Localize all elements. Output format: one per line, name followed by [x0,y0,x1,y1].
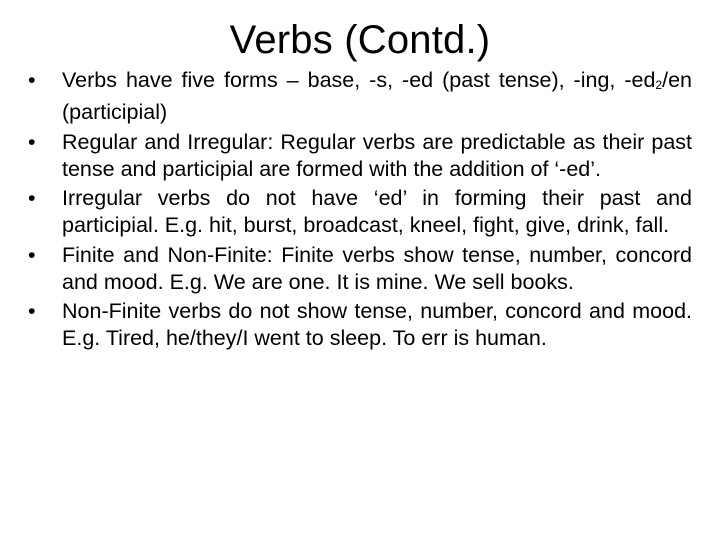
bullet-glyph: • [28,299,36,323]
bullet-glyph: • [28,68,36,92]
subscript-text: 2 [655,78,663,92]
bullet-item-finite-nonfinite [28,242,692,296]
bullet-text: Finite and Non-Finite: Finite verbs show tense, number, concord and mood. E.g. We are one. It is mine. We sell books. [62,242,692,294]
bullet-item-verb-forms [28,67,692,126]
bullet-glyph: • [28,242,36,267]
bullet-item-irregular-verbs [28,185,692,239]
bullet-text: Verbs have five forms – base, -s, -ed (past tense), -ing, -ed [62,68,656,92]
bullet-text: Regular and Irregular: Regular verbs are predictable as their past tense and participial are formed with the addition of ‘-ed’. [62,129,692,181]
bullet-glyph: • [28,129,36,154]
bullet-item-regular-irregular [28,129,692,183]
bullet-text: Irregular verbs do not have ‘ed’ in forming their past and participial. E.g. hit, burst, broadcast, kneel, fight, give, drink, fall. [62,186,692,237]
slide-title: Verbs (Contd.) [229,18,491,62]
bullet-text: Non-Finite verbs do not show tense, number, concord and mood. E.g. Tired, he/they/I went to sleep. To err is human. [62,299,692,350]
bullet-list [28,67,692,355]
bullet-item-nonfinite-verbs [28,298,692,352]
bullet-glyph: • [28,186,36,210]
bullet-text: /en (participial) [62,68,692,124]
